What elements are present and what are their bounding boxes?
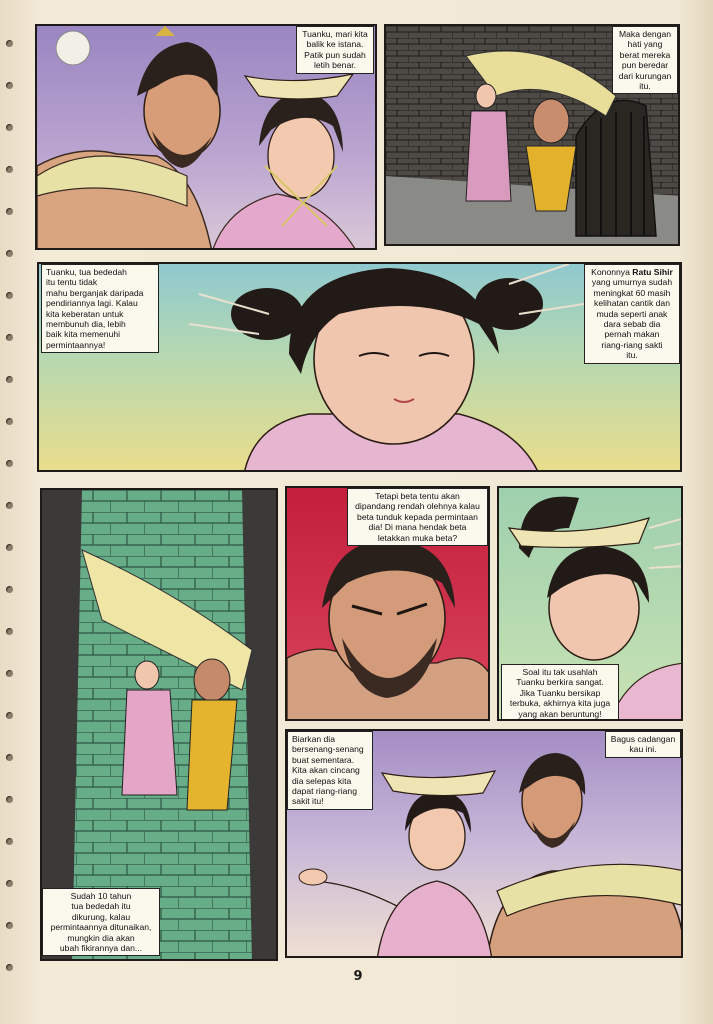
page-number: 9 [353, 969, 363, 984]
caption-text-after: yang umurnya sudah meningkat 60 masih kelihatan cantik dan muda seperti anak dara sebab dia pernah makan riang-riang sakti itu. [591, 277, 673, 361]
caption-panel-7-left: Biarkan dia bersenang-senang buat sementara. Kita akan cincang dia selepas kita dapat riang-riang sakit itu! [287, 731, 373, 810]
binding-holes [6, 40, 16, 1000]
caption-panel-5: Tetapi beta tentu akan dipandang rendah olehnya kalau beta tunduk kepada permintaan dia! Di mana hendak beta letakkan muka beta? [347, 488, 488, 546]
caption-panel-3-right [584, 264, 680, 364]
panel-7 [285, 729, 683, 958]
caption-panel-3-left: Tuanku, tua bededah itu tentu tidak mahu berganjak daripada pendiriannya lagi. Kalau kita keberatan untuk membunuh dia, lebih baik kita memenuhi permintaannya! [41, 264, 159, 353]
caption-text-before: Kononnya [591, 267, 633, 277]
panel-2 [384, 24, 680, 246]
panel-3 [37, 262, 682, 472]
caption-panel-1: Tuanku, mari kita balik ke istana. Patik pun sudah letih benar. [296, 26, 374, 74]
caption-panel-6: Soal itu tak usahlah Tuanku berkira sangat. Jika Tuanku bersikap terbuka, akhirnya kita juga yang akan beruntung! [501, 664, 619, 721]
panel-1 [35, 24, 377, 250]
caption-panel-2: Maka dengan hati yang berat mereka pun beredar dari kurungan itu. [612, 26, 678, 94]
ratu-sihir-name: Ratu Sihir [632, 267, 673, 277]
caption-panel-7-right: Bagus cadangan kau ini. [605, 731, 681, 758]
panel-4 [40, 488, 278, 961]
panel-6 [497, 486, 683, 721]
caption-panel-4: Sudah 10 tahun tua bededah itu dikurung, kalau permintaannya ditunaikan, mungkin dia akan ubah fikirannya dan... [42, 888, 160, 956]
panel-5 [285, 486, 490, 721]
